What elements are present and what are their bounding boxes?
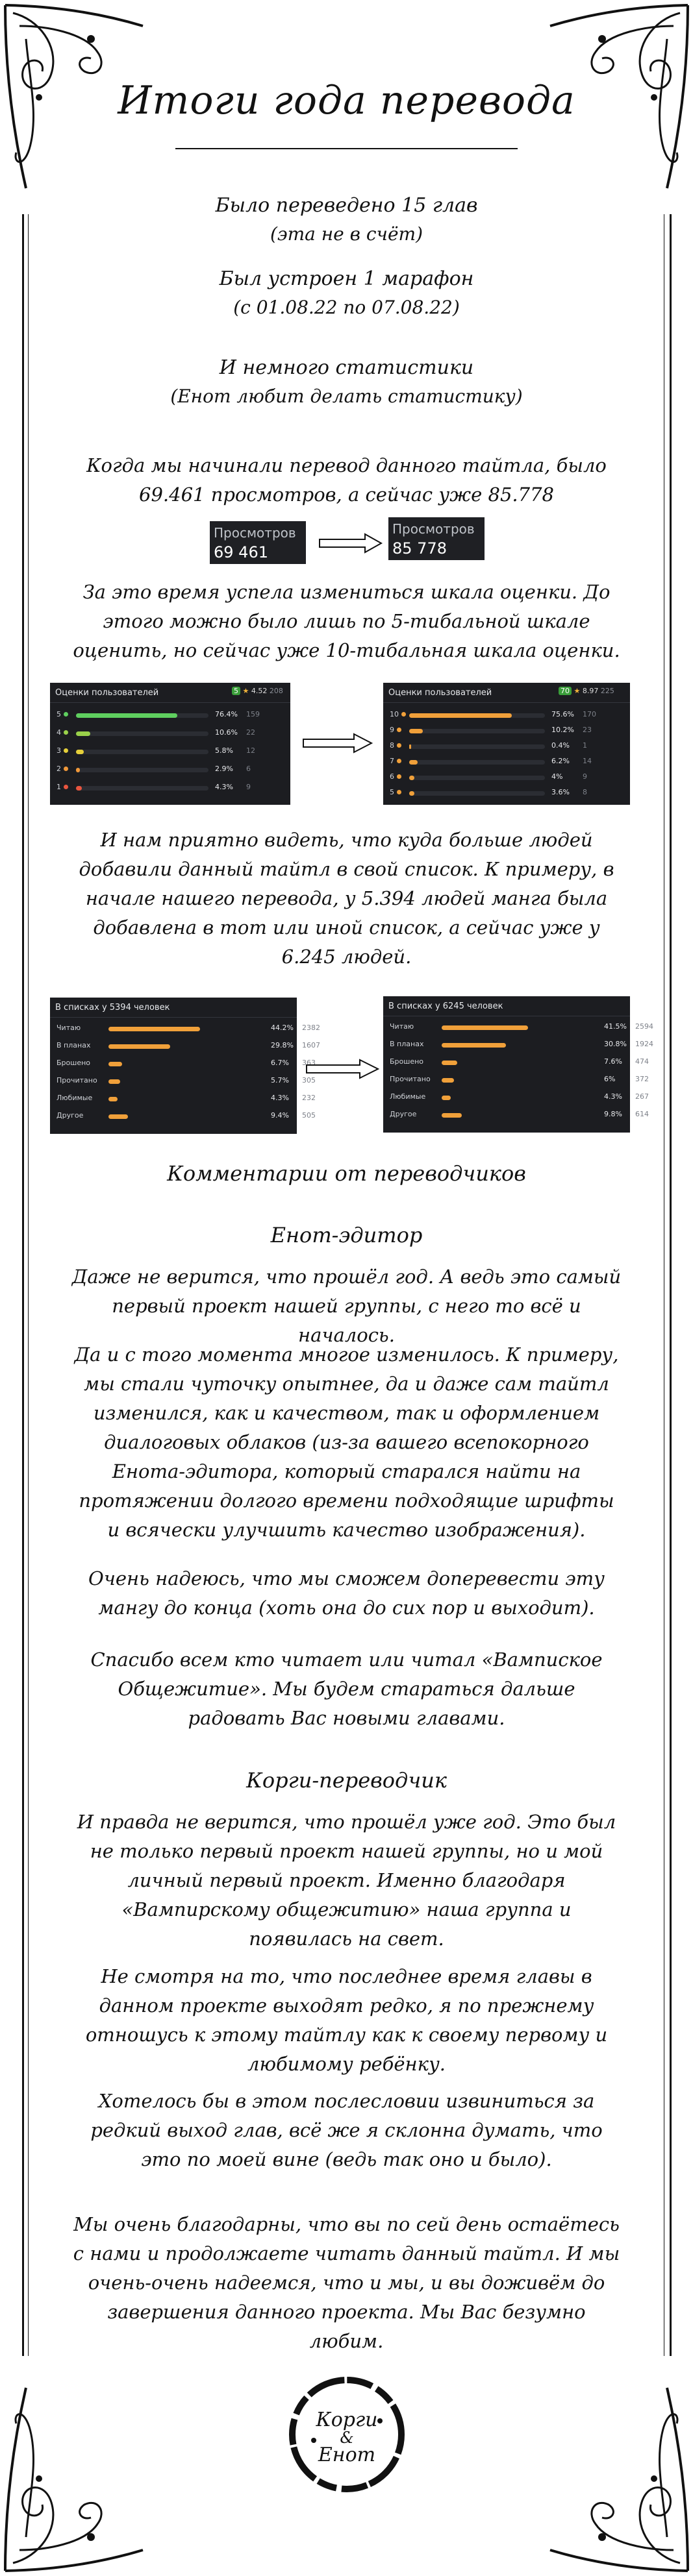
list-count-value: 372	[635, 1075, 649, 1083]
list-bar	[442, 1061, 457, 1065]
list-bar-track	[442, 1113, 546, 1118]
chapters-note: (эта не в счёт)	[270, 223, 423, 245]
list-count-value: 2594	[635, 1022, 653, 1031]
list-row	[50, 1041, 320, 1055]
list-bar	[442, 1113, 462, 1118]
list-category-label: Любимые	[390, 1092, 426, 1101]
editor-paragraph-1: Даже не верится, что прошёл год. А ведь это самый первый проект нашей группы, с него то всё и началось.	[71, 1266, 622, 1346]
rating-score-label: 4	[57, 728, 68, 737]
score-dot-icon	[64, 767, 68, 771]
rating-percent: 4%	[551, 772, 563, 781]
marathon-count: Был устроен 1 марафон	[219, 267, 474, 290]
marathon-dates: (с 01.08.22 по 07.08.22)	[233, 297, 460, 318]
list-bar-track	[108, 1062, 212, 1066]
views-after-value: 85 778	[392, 539, 447, 558]
list-percent: 44.2%	[271, 1024, 294, 1032]
list-row	[50, 1111, 316, 1125]
title-underline	[175, 148, 518, 149]
rating-percent: 3.6%	[551, 788, 570, 796]
rating-average: 8.97	[582, 687, 599, 695]
editor-paragraph-4: Спасибо всем кто читает или читал «Вампиское Общежитие». Мы будем стараться дальше радовать Вас новыми главами.	[90, 1649, 603, 1729]
logo-word-2: Енот	[318, 2444, 376, 2466]
lists-text: И нам приятно видеть, что куда больше людей добавили данный тайтл в свой список. К примеру, в начале нашего перевода, у 5.394 людей манга была добавлена в тот или иной список, а сейчас уже у 6.245 людей.	[79, 829, 614, 968]
list-category-label: Прочитано	[390, 1075, 431, 1083]
list-percent: 4.3%	[604, 1092, 622, 1101]
list-bar-track	[442, 1096, 546, 1100]
list-count-value: 305	[302, 1076, 316, 1085]
rating-percent: 10.2%	[551, 726, 574, 734]
list-category-label: Брошено	[57, 1059, 91, 1067]
list-row	[50, 1076, 316, 1090]
rating-score-label: 1	[57, 783, 68, 791]
list-bar	[108, 1062, 122, 1066]
rating-percent: 4.3%	[215, 783, 233, 791]
rating-bar	[76, 731, 90, 736]
list-percent: 6%	[604, 1075, 616, 1083]
rating-bar	[76, 768, 80, 772]
rating-row	[50, 728, 290, 742]
list-row	[383, 1040, 653, 1054]
score-dot-icon	[397, 774, 401, 779]
rating-row	[383, 741, 630, 755]
list-percent: 29.8%	[271, 1041, 294, 1049]
list-row	[50, 1094, 316, 1108]
list-bar	[108, 1097, 118, 1101]
list-row	[383, 1022, 653, 1037]
views-text: Когда мы начинали перевод данного тайтла, было 69.461 просмотров, а сейчас уже 85.778	[86, 454, 607, 506]
group-logo	[288, 2375, 406, 2494]
rating-panel-header: Оценки пользователей	[388, 688, 492, 698]
rating-row	[50, 783, 290, 797]
rating-bar	[409, 791, 414, 796]
rating-panel-header: Оценки пользователей	[55, 688, 159, 698]
rating-bar-track	[409, 776, 545, 780]
rating-count: 225	[600, 687, 614, 695]
list-percent: 9.8%	[604, 1110, 622, 1118]
ornament-bottom-left	[0, 2381, 149, 2576]
rating-bar-track	[76, 786, 208, 791]
views-after-widget	[388, 517, 485, 560]
list-count-value: 1924	[635, 1040, 653, 1048]
list-percent: 5.7%	[271, 1076, 289, 1085]
rating-count-value: 159	[246, 710, 260, 718]
rating-count-value: 14	[583, 757, 592, 765]
list-count-value: 363	[302, 1059, 316, 1067]
rating-row	[50, 746, 290, 761]
rating-percent: 5.8%	[215, 746, 233, 755]
score-dot-icon	[64, 712, 68, 717]
rating-count-value: 9	[583, 772, 587, 781]
score-dot-icon	[64, 730, 68, 735]
views-label: Просмотров	[214, 525, 296, 541]
list-count-value: 232	[302, 1094, 316, 1102]
list-bar	[442, 1096, 451, 1100]
rating-average: 4.52	[251, 687, 268, 695]
score-dot-icon	[397, 743, 401, 748]
rating-percent: 0.4%	[551, 741, 570, 750]
rating-bar-track	[409, 791, 545, 796]
list-bar-track	[108, 1097, 212, 1101]
list-category-label: Брошено	[390, 1057, 424, 1066]
list-row	[50, 1059, 316, 1073]
arrow-right-icon	[305, 1058, 380, 1080]
list-row	[383, 1092, 649, 1107]
lists-panel-after	[383, 996, 653, 1133]
rating-score-label: 8	[390, 741, 401, 750]
rating-score-label: 5	[57, 710, 68, 718]
rating-bar-track	[409, 729, 545, 733]
list-count-value: 505	[302, 1111, 316, 1120]
views-before-value: 69 461	[214, 543, 268, 561]
rating-panel-before	[50, 683, 290, 805]
rating-count-value: 23	[583, 726, 592, 734]
rating-count-value: 6	[246, 765, 251, 773]
list-category-label: Любимые	[57, 1094, 93, 1102]
rating-bar	[76, 713, 177, 718]
rating-count-value: 8	[583, 788, 587, 796]
comments-heading: Комментарии от переводчиков	[167, 1161, 526, 1186]
score-dot-icon	[397, 728, 401, 732]
list-count-value: 614	[635, 1110, 649, 1118]
rating-badges	[232, 687, 283, 695]
list-bar-track	[108, 1044, 212, 1049]
score-dot-icon	[401, 712, 406, 717]
stats-heading-block	[0, 354, 693, 411]
stats-subheading: (Енот любит делать статистику)	[170, 386, 523, 407]
rating-bar	[409, 776, 414, 780]
rating-count: 208	[269, 687, 283, 695]
rating-percent: 10.6%	[215, 728, 238, 737]
list-category-label: В планах	[57, 1041, 91, 1049]
rating-score-label: 9	[390, 726, 401, 734]
rating-green-badge: 70	[559, 687, 572, 695]
logo-word-1: Корги	[316, 2409, 378, 2431]
list-category-label: Другое	[57, 1111, 84, 1120]
rating-text: За это время успела измениться шкала оценки. До этого можно было лишь по 5-тибальной шкале оценить, но сейчас уже 10-тибальная шкала оценки.	[73, 581, 620, 661]
list-bar-track	[442, 1025, 546, 1030]
rating-percent: 2.9%	[215, 765, 233, 773]
list-bar	[108, 1044, 170, 1049]
list-row	[383, 1110, 649, 1124]
list-count-value: 267	[635, 1092, 649, 1101]
views-before-widget	[210, 521, 306, 564]
translator-paragraph-4: Мы очень благодарны, что вы по сей день остаётесь с нами и продолжаете читать данный тайтл. И мы очень-очень надеемся, что и мы, и вы доживём до завершения данного проекта. Мы Вас безумно любим.	[73, 2213, 620, 2352]
marathon-block	[0, 265, 693, 322]
rating-bar-track	[76, 731, 208, 736]
rating-percent: 6.2%	[551, 757, 570, 765]
list-percent: 41.5%	[604, 1022, 627, 1031]
panel-divider	[383, 702, 630, 703]
arrow-right-icon	[318, 532, 383, 554]
rating-panel-after	[383, 683, 630, 805]
list-percent: 7.6%	[604, 1057, 622, 1066]
rating-bar	[76, 750, 84, 754]
rating-bar-track	[409, 713, 545, 718]
list-percent: 9.4%	[271, 1111, 289, 1120]
translator-paragraph-2: Не смотря на то, что последнее время главы в данном проекте выходят редко, я по прежнему отношусь к этому тайтлу как к своему первому и любимому ребёнку.	[85, 1965, 608, 2075]
rating-bar-track	[409, 760, 545, 765]
rating-score-label: 6	[390, 772, 401, 781]
rating-score-label: 5	[390, 788, 401, 796]
rating-percent: 76.4%	[215, 710, 238, 718]
list-percent: 6.7%	[271, 1059, 289, 1067]
rating-bar-track	[409, 744, 545, 749]
list-count-value: 474	[635, 1057, 649, 1066]
rating-score-label: 3	[57, 746, 68, 755]
list-category-label: Прочитано	[57, 1076, 97, 1085]
score-dot-icon	[64, 748, 68, 753]
intro-block	[0, 191, 693, 249]
rating-score-label: 10	[390, 710, 406, 718]
rating-bar-track	[76, 768, 208, 772]
rating-count-value: 170	[583, 710, 596, 718]
list-bar-track	[108, 1079, 212, 1084]
list-bar	[442, 1078, 454, 1083]
rating-row	[383, 788, 630, 802]
rating-row	[383, 710, 630, 724]
list-count-value: 1607	[302, 1041, 320, 1049]
list-bar	[108, 1114, 128, 1119]
list-bar-track	[442, 1061, 546, 1065]
panel-divider	[50, 1017, 297, 1018]
list-row	[50, 1024, 320, 1038]
rating-bar	[76, 786, 82, 791]
editor-paragraph-3: Очень надеюсь, что мы сможем доперевести эту мангу до конца (хоть она до сих пор и выходит).	[88, 1567, 605, 1619]
list-category-label: Читаю	[390, 1022, 414, 1031]
rating-count-value: 9	[246, 783, 251, 791]
rating-bar-track	[76, 750, 208, 754]
list-bar-track	[442, 1078, 546, 1083]
rating-row	[383, 726, 630, 740]
rating-count-value: 12	[246, 746, 255, 755]
rating-score-label: 2	[57, 765, 68, 773]
editor-name: Енот-эдитор	[270, 1223, 423, 1247]
list-bar	[108, 1027, 200, 1031]
star-icon: ★	[242, 687, 249, 695]
ornament-bottom-right	[544, 2381, 693, 2576]
lists-panel-header: В списках у 6245 человек	[388, 1001, 503, 1011]
list-category-label: Другое	[390, 1110, 417, 1118]
list-bar	[108, 1079, 120, 1084]
list-bar	[442, 1043, 506, 1048]
score-dot-icon	[397, 790, 401, 794]
rating-row	[50, 710, 290, 724]
rating-count-value: 1	[583, 741, 587, 750]
list-bar-track	[108, 1114, 212, 1119]
lists-panel-header: В списках у 5394 человек	[55, 1003, 170, 1012]
list-percent: 4.3%	[271, 1094, 289, 1102]
list-percent: 30.8%	[604, 1040, 627, 1048]
translator-name: Корги-переводчик	[246, 1768, 447, 1793]
chapters-count: Было переведено 15 глав	[215, 194, 478, 217]
score-dot-icon	[64, 785, 68, 789]
rating-percent: 75.6%	[551, 710, 574, 718]
rating-row	[50, 765, 290, 779]
rating-bar-track	[76, 713, 208, 718]
arrow-right-icon	[302, 732, 373, 754]
list-category-label: Читаю	[57, 1024, 81, 1032]
star-icon: ★	[573, 687, 581, 695]
rating-score-label: 7	[390, 757, 401, 765]
logo-ampersand: &	[340, 2429, 354, 2447]
rating-green-badge: 5	[232, 687, 240, 695]
rating-bar	[409, 744, 411, 749]
list-row	[383, 1075, 649, 1089]
list-count-value: 2382	[302, 1024, 320, 1032]
rating-row	[383, 772, 630, 787]
rating-count-value: 22	[246, 728, 255, 737]
lists-panel-before	[50, 998, 320, 1134]
score-dot-icon	[397, 759, 401, 763]
rating-bar	[409, 760, 418, 765]
list-category-label: В планах	[390, 1040, 424, 1048]
rating-bar	[409, 729, 423, 733]
list-bar-track	[108, 1027, 212, 1031]
translator-paragraph-1: И правда не верится, что прошёл уже год. Это был не только первый проект нашей группы, но и мой личный первый проект. Именно благодаря «Вампирскому общежитию» наша группа и появилась на свет.	[77, 1811, 616, 1950]
page-title: Итоги года перевода	[118, 78, 575, 123]
rating-badges	[559, 687, 614, 695]
rating-row	[383, 757, 630, 771]
list-bar	[442, 1025, 528, 1030]
views-label: Просмотров	[392, 521, 475, 537]
rating-bar	[409, 713, 512, 718]
list-row	[383, 1057, 649, 1072]
panel-divider	[50, 702, 290, 703]
stats-heading: И немного статистики	[219, 356, 474, 379]
translator-paragraph-3: Хотелось бы в этом послесловии извиниться за редкий выход глав, всё же я склонна думать, что это по моей вине (ведь так оно и было).	[90, 2090, 603, 2170]
editor-paragraph-2: Да и с того момента многое изменилось. К примеру, мы стали чуточку опытнее, да и даже сам тайтл изменился, как и качеством, так и оформлением диалоговых облаков (из-за вашего всепокорного Енота-эдитора, который старался найти на протяжении долгого времени подходящие шрифты и всячески улучшить качество изображения).	[74, 1343, 619, 1541]
list-bar-track	[442, 1043, 546, 1048]
